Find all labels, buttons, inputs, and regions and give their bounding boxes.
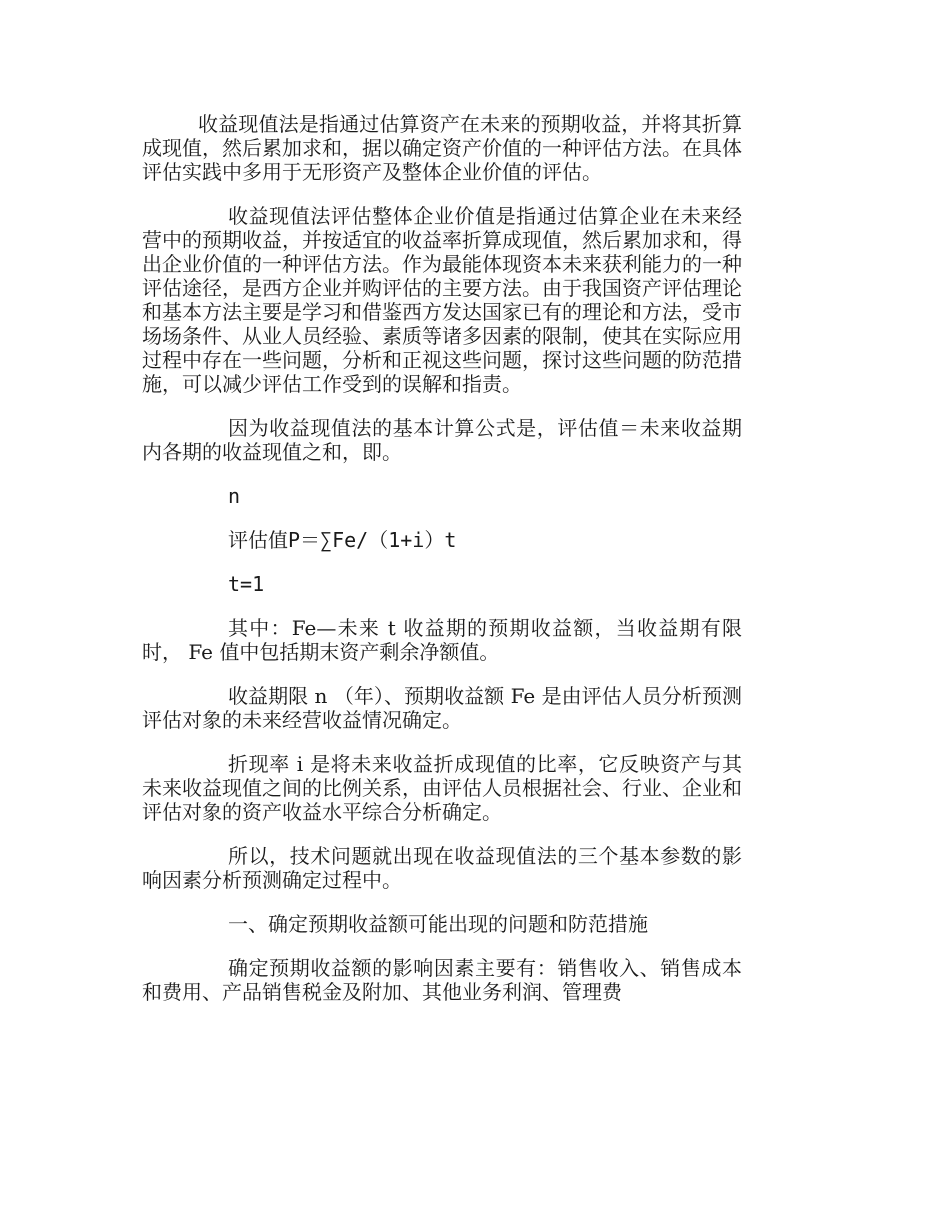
paragraph-formula-intro: 因为收益现值法的基本计算公式是，评估值＝未来收益期内各期的收益现值之和，即。 [142, 416, 742, 464]
formula-expression: P＝∑Fe/（1+i）t [288, 528, 457, 552]
paragraph-definition: 收益现值法是指通过估算资产在未来的预期收益，并将其折算成现值，然后累加求和，据以确定资产价值的一种评估方法。在具体评估实践中多用于无形资产及整体企业价值的评估。 [142, 112, 742, 184]
paragraph-fe-definition: 其中：Fe—未来 t 收益期的预期收益额，当收益期有限时， Fe 值中包括期末资产剩余净额值。 [142, 616, 742, 664]
paragraph-enterprise-valuation: 收益现值法评估整体企业价值是指通过估算企业在未来经营中的预期收益，并按适宜的收益率折算成现值，然后累加求和，得出企业价值的一种评估方法。作为最能体现资本未来获利能力的一种评估途径，是西方企业并购评估的主要方法。由于我国资产评估理论和基本方法主要是学习和借鉴西方发达国家已有的理论和方法，受市场场条件、从业人员经验、素质等诸多因素的限制，使其在实际应用过程中存在一些问题，分析和正视这些问题，探讨这些问题的防范措施，可以减少评估工作受到的误解和指责。 [142, 204, 742, 396]
paragraph-discount-rate: 折现率 i 是将未来收益折成现值的比率，它反映资产与其未来收益现值之间的比例关系，由评估人员根据社会、行业、企业和评估对象的资产收益水平综合分析确定。 [142, 752, 742, 824]
formula-label: 评估值 [228, 528, 288, 552]
formula-lower-limit: t=1 [228, 572, 265, 596]
formula-upper-limit: n [228, 484, 241, 508]
paragraph-income-factors: 确定预期收益额的影响因素主要有：销售收入、销售成本和费用、产品销售税金及附加、其他业务利润、管理费 [142, 956, 742, 1004]
formula-main [228, 528, 742, 552]
document-page [142, 112, 742, 1024]
paragraph-technical-issues: 所以，技术问题就出现在收益现值法的三个基本参数的影响因素分析预测确定过程中。 [142, 844, 742, 892]
section-heading-expected-income: 一、确定预期收益额可能出现的问题和防范措施 [228, 912, 648, 936]
paragraph-period-and-income: 收益期限 n （年）、预期收益额 Fe 是由评估人员分析预测评估对象的未来经营收益情况确定。 [142, 684, 742, 732]
